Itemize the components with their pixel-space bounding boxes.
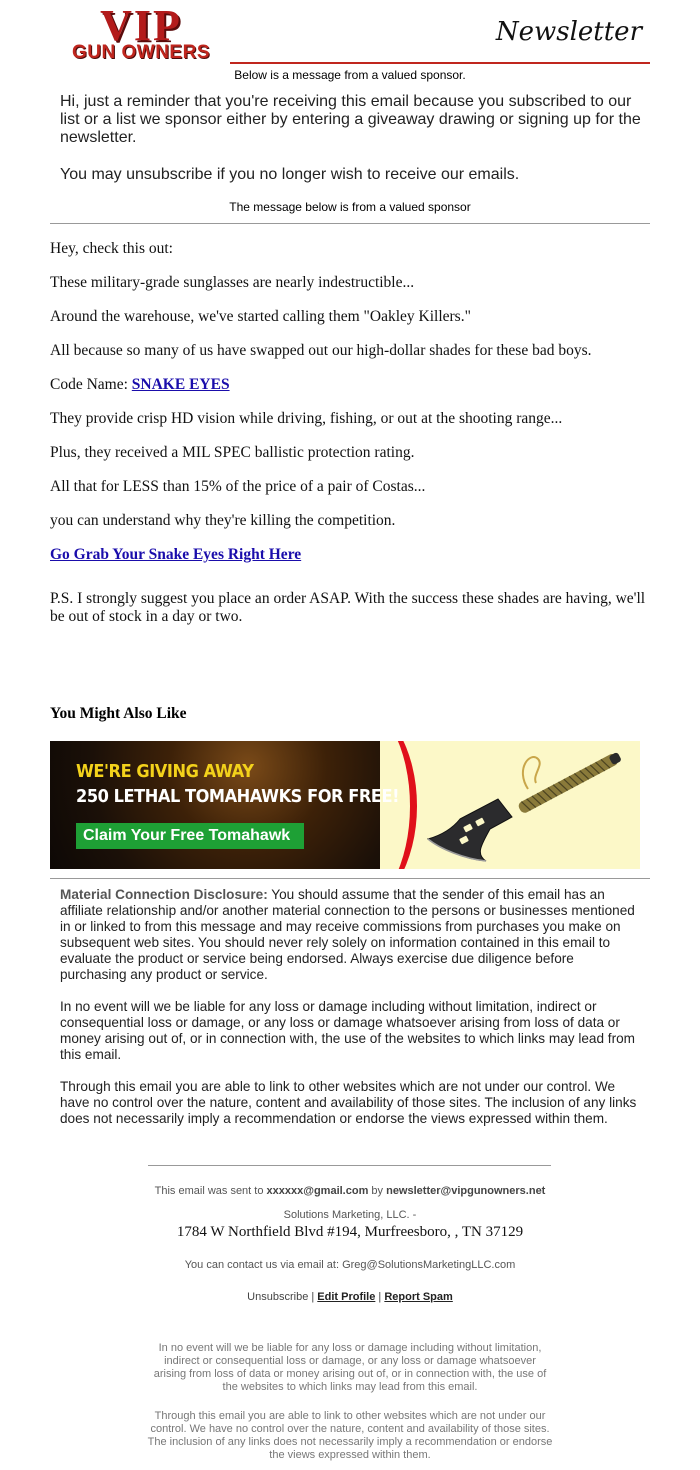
you-might-also-like-heading: You Might Also Like <box>50 705 187 722</box>
divider <box>50 223 650 224</box>
disclosure-label: Material Connection Disclosure: <box>60 887 268 902</box>
recipient-email: xxxxxx@gmail.com <box>266 1185 369 1197</box>
unsubscribe-note: You may unsubscribe if you no longer wish to receive our emails. <box>60 166 520 183</box>
message-paragraph: Plus, they received a MIL SPEC ballistic protection rating. <box>50 444 415 461</box>
codename-line <box>50 376 650 394</box>
logo-gun-owners-text: GUN OWNERS <box>72 42 210 63</box>
tomahawk-banner-ad[interactable] <box>50 741 640 869</box>
link-separator: | <box>375 1291 385 1303</box>
sent-to-line <box>100 1185 600 1198</box>
codename-prefix: Code Name: <box>50 376 132 393</box>
company-name: Solutions Marketing, LLC. - <box>283 1209 417 1221</box>
logo-vip-text: VIP <box>100 1 182 50</box>
contact-line: You can contact us via email at: Greg@SolutionsMarketingLLC.com <box>184 1259 516 1271</box>
message-paragraph: you can understand why they're killing the competition. <box>50 512 396 529</box>
email-header <box>50 1 650 66</box>
subscription-reminder <box>60 93 645 184</box>
reminder-text: Hi, just a reminder that you're receiving this email because you subscribed to our list or a list we sponsor either by entering a giveaway drawing or signing up for the newsletter. <box>60 93 641 146</box>
vip-gun-owners-logo[interactable] <box>52 1 230 64</box>
footer-external-links-text: Through this email you are able to link to other websites which are not under our control. We have no control over the nature, content and availability of those sites. The inclusion of any links does not necessarily imply a recommendation or endorse the views expressed within them. <box>147 1410 553 1461</box>
newsletter-title: Newsletter <box>495 17 642 47</box>
sponsor-note-2: The message below is from a valued sponsor <box>229 200 471 214</box>
footer-divider <box>148 1165 551 1166</box>
company-address: 1784 W Northfield Blvd #194, Murfreesboro, , TN 37129 <box>176 1224 524 1240</box>
unsubscribe-link[interactable]: Unsubscribe <box>247 1291 309 1303</box>
divider <box>50 878 650 879</box>
disclosure-text: You should assume that the sender of this email has an affiliate relationship and/or another material connection to the persons or businesses mentioned in or linked to from this message and may receive commissions from purchases you make on subsequent web sites. You should never rely solely on information contained in this email to evaluate the product or service being endorsed. Always exercise due diligence before purchasing any product or service. <box>60 887 635 982</box>
report-spam-link[interactable]: Report Spam <box>384 1291 453 1303</box>
snake-eyes-link[interactable]: SNAKE EYES <box>131 376 230 393</box>
edit-profile-link[interactable]: Edit Profile <box>317 1291 376 1303</box>
message-paragraph: They provide crisp HD vision while driving, fishing, or out at the shooting range... <box>50 410 563 427</box>
message-paragraph: All that for LESS than 15% of the price of a pair of Costas... <box>50 478 426 495</box>
link-separator: | <box>308 1291 318 1303</box>
sent-by: by <box>368 1185 387 1197</box>
message-paragraph: Around the warehouse, we've started calling them "Oakley Killers." <box>50 308 471 325</box>
sponsor-note: Below is a message from a valued sponsor. <box>234 68 466 82</box>
claim-tomahawk-button[interactable]: Claim Your Free Tomahawk <box>76 823 304 849</box>
message-paragraph: These military-grade sunglasses are nearly indestructible... <box>50 274 415 291</box>
tomahawk-icon <box>420 749 630 864</box>
material-disclosure <box>60 887 640 1143</box>
sender-email: newsletter@vipgunowners.net <box>386 1185 546 1197</box>
sponsor-message <box>50 240 650 642</box>
message-paragraph: Hey, check this out: <box>50 240 173 257</box>
cta-line <box>50 546 650 564</box>
footer-liability-text: In no event will we be liable for any loss or damage including without limitation, indirect or consequential loss or damage, or any loss or damage whatsoever arising from loss of data or money arising out of, or in connection with, the use of the websites to which links may lead from this email. <box>153 1342 547 1393</box>
banner-headline-1: WE'RE GIVING AWAY <box>76 761 254 782</box>
external-links-paragraph: Through this email you are able to link to other websites which are not under our control. We have no control over the nature, content and availability of those sites. The inclusion of any links does not necessarily imply a recommendation or endorse the views expressed within them. <box>60 1079 637 1126</box>
liability-paragraph: In no event will we be liable for any loss or damage including without limitation, indirect or consequential loss or damage, or any loss or damage whatsoever arising from loss of data or money arising out of, or in connection with, the use of the websites to which links may lead from this email. <box>60 999 635 1062</box>
message-paragraph: All because so many of us have swapped out our high-dollar shades for these bad boys. <box>50 342 592 359</box>
banner-headline-2: 250 LETHAL TOMAHAWKS FOR FREE! <box>76 786 400 807</box>
header-divider <box>230 62 650 64</box>
disclosure-paragraph <box>60 887 640 983</box>
grab-snake-eyes-link[interactable]: Go Grab Your Snake Eyes Right Here <box>50 546 302 563</box>
ps-paragraph: P.S. I strongly suggest you place an order ASAP. With the success these shades are having, we'll be out of stock in a day or two. <box>50 590 646 625</box>
footer-links <box>100 1291 600 1304</box>
sent-prefix: This email was sent to <box>154 1185 267 1197</box>
